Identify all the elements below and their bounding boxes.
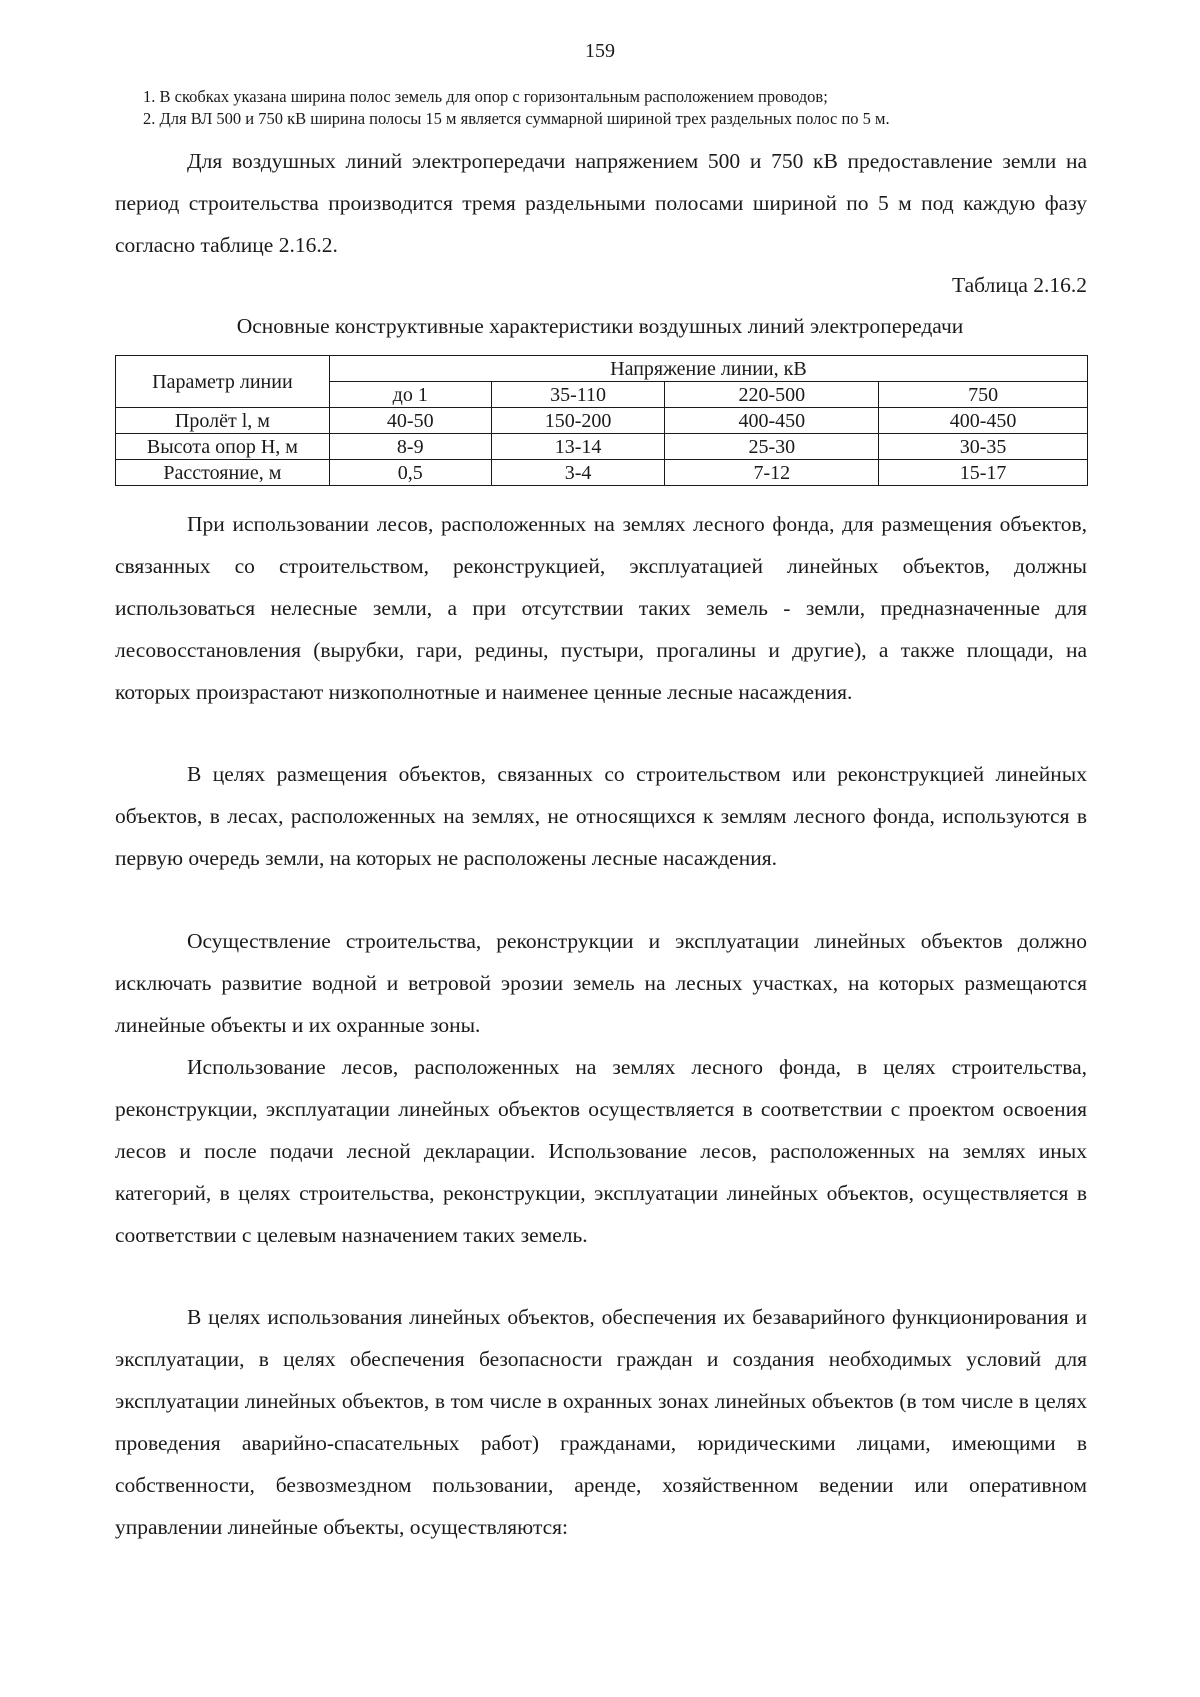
table-cell: 30-35 <box>879 434 1088 460</box>
paragraph-non-forest-fund-lands: В целях размещения объектов, связанных со строительством или реконструкцией линейных объектов, в лесах, расположенных на землях, не относящихся к землям лесного фонда, используются в первую очередь земли, на которых не расположены лесные насаждения. <box>115 762 1087 870</box>
row-label: Пролёт l, м <box>116 408 330 434</box>
table-cell: 8-9 <box>329 434 491 460</box>
row-label: Расстояние, м <box>116 460 330 486</box>
table-cell: 13-14 <box>491 434 665 460</box>
table-cell: 15-17 <box>879 460 1088 486</box>
row-label: Высота опор Н, м <box>116 434 330 460</box>
paragraph-forest-land-use: При использовании лесов, расположенных на землях лесного фонда, для размещения объектов, связанных со строительством, реконструкцией, эксплуатацией линейных объектов, должны использоваться нелесные земли, а при отсутствии таких земель - земли, предназначенные для лесовосстановления (вырубки, гари, редины, пустыри, прогалины и другие), а также площади, на которых произрастают низкополнотные и наименее ценные лесные насаждения. <box>115 512 1087 704</box>
voltage-column-header: до 1 <box>329 382 491 408</box>
table-title: Основные конструктивные характеристики воздушных линий электропередачи <box>236 314 964 338</box>
voltage-column-header: 750 <box>879 382 1088 408</box>
table-cell: 40-50 <box>329 408 491 434</box>
table-footnotes <box>143 86 1103 130</box>
paragraph-forest-use-procedure: Использование лесов, расположенных на землях лесного фонда, в целях строительства, реконструкции, эксплуатации линейных объектов осуществляется в соответствии с проектом освоения лесов и после подачи лесной декларации. Использование лесов, расположенных на землях иных категорий, в целях строительства, реконструкции, эксплуатации линейных объектов, осуществляется в соответствии с целевым назначением таких земель. <box>115 1055 1087 1247</box>
param-header-cell: Параметр линии <box>116 356 330 408</box>
table-cell: 150-200 <box>491 408 665 434</box>
table-row <box>116 408 1088 434</box>
footnote-2: 2. Для ВЛ 500 и 750 кВ ширина полосы 15 м является суммарной шириной трех раздельных полос по 5 м. <box>143 109 890 128</box>
paragraph-erosion-prevention: Осуществление строительства, реконструкции и эксплуатации линейных объектов должно исключать развитие водной и ветровой эрозии земель на лесных участках, на которых размещаются линейные объекты и их охранные зоны. <box>115 929 1087 1037</box>
table-cell: 3-4 <box>491 460 665 486</box>
table-cell: 0,5 <box>329 460 491 486</box>
table-cell: 25-30 <box>665 434 879 460</box>
table-cell: 400-450 <box>665 408 879 434</box>
voltage-column-header: 35-110 <box>491 382 665 408</box>
table-cell: 7-12 <box>665 460 879 486</box>
paragraph-linear-object-operation: В целях использования линейных объектов, обеспечения их безаварийного функционирования и эксплуатации, в целях обеспечения безопасности граждан и создания необходимых условий для эксплуатации линейных объектов, в том числе в охранных зонах линейных объектов (в том числе в целях проведения аварийно-спасательных работ) гражданами, юридическими лицами, имеющими в собственности, безвозмездном пользовании, аренде, хозяйственном ведении или оперативном управлении линейные объекты, осуществляются: <box>115 1305 1087 1539</box>
table-cell: 400-450 <box>879 408 1088 434</box>
intro-paragraph: Для воздушных линий электропередачи напряжением 500 и 750 кВ предоставление земли на период строительства производится тремя раздельными полосами шириной по 5 м под каждую фазу согласно таблице 2.16.2. <box>115 149 1087 257</box>
table-header-row <box>116 356 1088 382</box>
voltage-header-cell: Напряжение линии, кВ <box>329 356 1087 382</box>
footnote-1: 1. В скобках указана ширина полос земель для опор с горизонтальным расположением проводов; <box>143 87 828 106</box>
table-row <box>116 434 1088 460</box>
power-line-characteristics-table <box>115 355 1088 486</box>
table-row <box>116 460 1088 486</box>
table-number-label: Таблица 2.16.2 <box>952 273 1087 297</box>
voltage-column-header: 220-500 <box>665 382 879 408</box>
page-number: 159 <box>585 40 615 62</box>
